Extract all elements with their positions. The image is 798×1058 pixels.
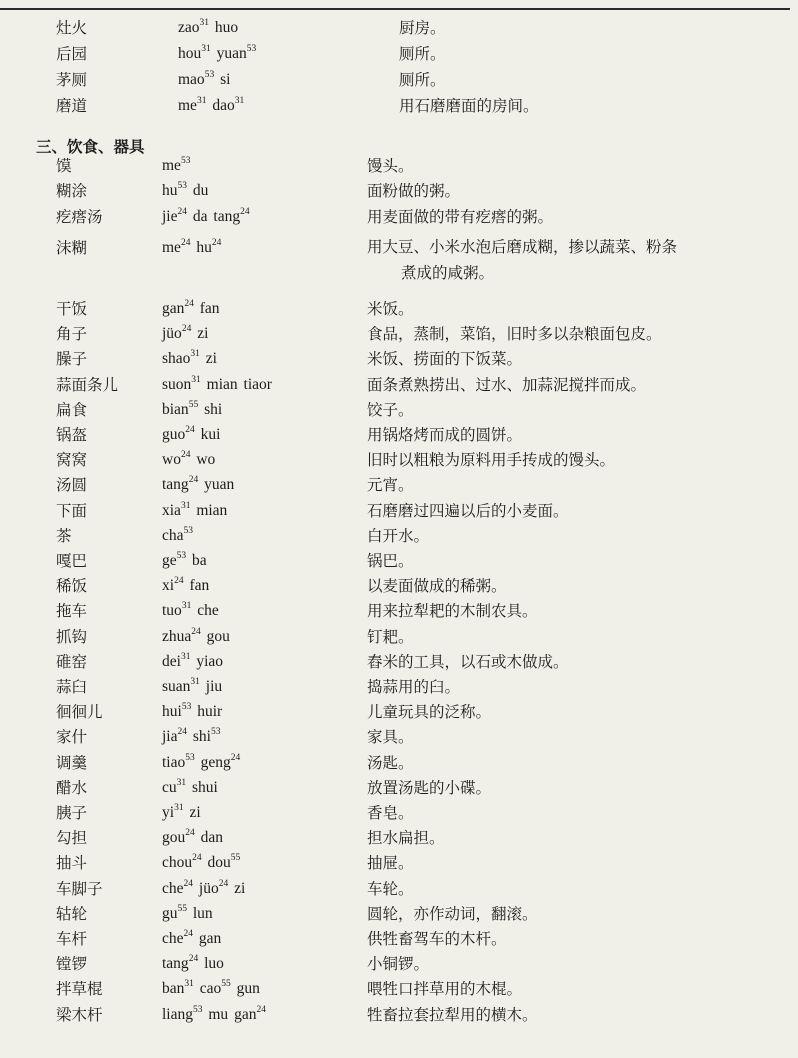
syllable: gou — [206, 627, 230, 645]
definition: 车轮。 — [367, 879, 414, 898]
section-heading: 三、饮食、器具 — [36, 137, 145, 156]
tone-number: 24 — [180, 238, 191, 248]
pronunciation — [162, 349, 217, 369]
syllable: mian — [196, 501, 228, 519]
tone-number: 24 — [230, 752, 241, 763]
definition: 白开水。 — [367, 526, 430, 545]
entry-row — [0, 753, 798, 777]
definition: 供牲畜驾车的木杆。 — [367, 930, 507, 948]
syllable: hou — [178, 45, 202, 62]
syllable: gan — [162, 300, 185, 317]
headword: 抽斗 — [56, 854, 88, 873]
syllable: si — [220, 71, 231, 88]
entry-row — [0, 526, 798, 550]
headword: 下面 — [56, 501, 88, 520]
syllable: gun — [236, 980, 260, 998]
syllable: zi — [205, 350, 217, 368]
tone-number: 24 — [256, 1004, 266, 1015]
definition: 用麦面做的带有疙瘩的粥。 — [367, 208, 554, 226]
definition: 用石磨磨面的房间。 — [399, 97, 539, 115]
syllable: zhua — [162, 627, 192, 645]
syllable: wo — [162, 451, 181, 469]
syllable: xi — [162, 577, 175, 595]
syllable: guo — [162, 426, 186, 443]
pronunciation — [162, 627, 230, 647]
syllable: wo — [196, 451, 216, 469]
definition: 汤匙。 — [367, 753, 414, 772]
pronunciation — [162, 702, 222, 722]
entry-row — [0, 601, 798, 625]
tone-number: 55 — [188, 399, 199, 410]
definition: 香皂。 — [367, 804, 414, 822]
syllable: gan — [198, 930, 222, 947]
definition: 馒头。 — [367, 157, 414, 175]
syllable: xia — [162, 501, 181, 519]
tone-number: 24 — [174, 576, 184, 587]
pronunciation — [162, 601, 219, 621]
headword: 拌草棍 — [56, 980, 103, 999]
syllable: dou — [207, 854, 231, 872]
syllable: jie — [162, 208, 178, 225]
syllable: ban — [162, 980, 185, 998]
pronunciation — [162, 1005, 266, 1025]
syllable: che — [162, 930, 184, 947]
tone-number: 24 — [192, 853, 202, 864]
tone-number: 53 — [193, 1004, 203, 1015]
tone-number: 53 — [183, 525, 194, 536]
headword: 碓窑 — [56, 652, 88, 671]
syllable: huo — [214, 19, 239, 36]
pronunciation — [178, 96, 244, 116]
definition: 食品，蒸制，菜馅，旧时多以杂粮面包皮。 — [367, 325, 662, 344]
definition: 面条煮熟捞出、过水、加蒜泥搅拌而成。 — [367, 375, 647, 394]
entry-row — [0, 44, 798, 68]
definition: 厕所。 — [399, 45, 446, 63]
tone-number: 53 — [204, 70, 215, 80]
syllable: che — [197, 602, 219, 620]
definition: 面粉做的粥。 — [367, 182, 461, 200]
definition: 用来拉犁耙的木制农具。 — [367, 602, 538, 621]
definition: 抽屉。 — [367, 854, 414, 873]
entry-row — [0, 702, 798, 726]
entry-row — [0, 828, 798, 852]
entry-row — [0, 156, 798, 180]
pronunciation — [162, 156, 190, 176]
tone-number: 24 — [218, 878, 229, 889]
syllable: cao — [199, 980, 222, 998]
entry-row — [0, 181, 798, 205]
headword: 徊徊儿 — [56, 703, 103, 722]
definition — [367, 232, 777, 283]
headword: 醋水 — [56, 778, 88, 797]
entry-row — [0, 652, 798, 676]
syllable: jia — [162, 728, 178, 746]
pronunciation — [162, 677, 222, 697]
headword: 稀饭 — [56, 577, 88, 596]
entry-row — [0, 627, 798, 651]
syllable: jiu — [205, 678, 223, 695]
definition: 以麦面做成的稀粥。 — [367, 577, 507, 596]
syllable: zi — [189, 804, 201, 821]
definition: 石磨磨过四遍以后的小麦面。 — [367, 501, 569, 520]
headword: 车脚子 — [56, 879, 103, 898]
syllable: ba — [192, 552, 207, 569]
definition: 厕所。 — [399, 71, 446, 89]
tone-number: 24 — [177, 207, 187, 217]
pronunciation — [162, 652, 223, 672]
entry-row — [0, 576, 798, 600]
headword: 臊子 — [56, 350, 88, 369]
pronunciation — [162, 929, 221, 949]
headword: 后园 — [56, 45, 88, 63]
syllable: jüo — [198, 879, 219, 897]
syllable: tuo — [162, 602, 182, 620]
definition: 小铜锣。 — [367, 955, 430, 974]
pronunciation — [162, 400, 222, 420]
entry-row — [0, 1005, 798, 1029]
pronunciation — [162, 576, 209, 596]
tone-number: 24 — [185, 425, 195, 435]
syllable: che — [162, 879, 184, 897]
pronunciation — [162, 238, 221, 258]
tone-number: 31 — [181, 601, 192, 612]
entry-row — [0, 475, 798, 499]
tone-number: 24 — [177, 727, 187, 738]
definition: 家具。 — [367, 728, 414, 747]
tone-number: 24 — [181, 324, 192, 335]
definition: 饺子。 — [367, 400, 414, 419]
tone-number: 53 — [210, 727, 221, 738]
headword: 轱轮 — [56, 904, 88, 923]
pronunciation — [178, 70, 230, 90]
definition: 放置汤匙的小碟。 — [367, 778, 492, 797]
syllable: geng — [200, 753, 231, 771]
headword: 扁食 — [56, 400, 88, 419]
page-top-rule — [0, 8, 790, 10]
tone-number: 31 — [191, 374, 201, 385]
headword: 灶火 — [56, 19, 88, 37]
syllable: mian — [206, 375, 238, 393]
pronunciation — [162, 501, 227, 521]
definition: 牲畜拉套拉犁用的横木。 — [367, 1005, 538, 1024]
headword: 勾担 — [56, 829, 88, 848]
syllable: tiaor — [243, 375, 272, 393]
syllable: liang — [162, 1005, 193, 1023]
definition: 儿童玩具的泛称。 — [367, 703, 492, 722]
definition: 旧时以粗粮为原料用手抟成的馒头。 — [367, 451, 616, 470]
syllable: hui — [162, 703, 182, 721]
entry-row — [0, 501, 798, 525]
syllable: hu — [196, 239, 212, 256]
pronunciation — [162, 475, 234, 495]
definition: 钉耙。 — [367, 627, 414, 646]
tone-number: 31 — [196, 96, 207, 106]
headword: 干饭 — [56, 300, 88, 318]
syllable: gan — [234, 1005, 257, 1023]
definition-line: 用大豆、小米水泡后磨成糊，掺以蔬菜、粉条 — [367, 238, 678, 256]
syllable: shui — [192, 778, 218, 796]
syllable: shi — [192, 728, 211, 746]
syllable: hu — [162, 182, 178, 199]
entry-row — [0, 400, 798, 424]
syllable: dan — [200, 829, 224, 847]
tone-number: 24 — [191, 626, 201, 637]
tone-number: 31 — [199, 18, 210, 28]
tone-number: 24 — [188, 954, 199, 965]
tone-number: 55 — [177, 903, 187, 914]
headword: 茶 — [56, 526, 72, 545]
tone-number: 31 — [180, 500, 191, 511]
syllable: lun — [192, 904, 213, 922]
tone-number: 53 — [180, 156, 191, 166]
definition: 厨房。 — [399, 19, 446, 37]
entry-row — [0, 96, 798, 120]
headword: 磨道 — [56, 97, 88, 115]
entry-row — [0, 853, 798, 877]
syllable: yuan — [216, 45, 247, 62]
pronunciation — [162, 207, 250, 227]
tone-number: 24 — [180, 450, 191, 461]
headword: 镗锣 — [56, 955, 88, 974]
pronunciation — [162, 904, 213, 924]
tone-number: 31 — [201, 44, 211, 54]
pronunciation — [162, 778, 218, 798]
syllable: luo — [204, 955, 224, 973]
tone-number: 31 — [180, 651, 191, 662]
syllable: dao — [212, 97, 235, 114]
tone-number: 31 — [174, 803, 184, 813]
entry-row — [0, 929, 798, 953]
definition: 担水扁担。 — [367, 829, 445, 848]
syllable: shao — [162, 350, 191, 368]
entry-row — [0, 803, 798, 827]
syllable: huir — [197, 703, 223, 721]
headword: 蒜面条儿 — [56, 375, 119, 394]
definition: 捣蒜用的臼。 — [367, 678, 461, 696]
syllable: da — [192, 208, 208, 225]
headword: 角子 — [56, 325, 88, 344]
pronunciation — [162, 551, 207, 571]
headword: 疙瘩汤 — [56, 208, 103, 226]
entry-row — [0, 677, 798, 701]
syllable: yuan — [204, 476, 235, 494]
syllable: zi — [197, 325, 209, 343]
tone-number: 53 — [176, 551, 187, 561]
syllable: fan — [199, 300, 220, 317]
syllable: tiao — [162, 753, 186, 771]
syllable: cha — [162, 526, 184, 544]
syllable: suan — [162, 678, 191, 695]
tone-number: 53 — [246, 44, 257, 54]
definition: 圆轮，亦作动词，翻滚。 — [367, 904, 538, 923]
headword: 调羹 — [56, 753, 88, 772]
definition: 元宵。 — [367, 476, 414, 495]
headword: 拖车 — [56, 602, 88, 621]
tone-number: 53 — [177, 181, 187, 191]
entry-row — [0, 450, 798, 474]
pronunciation — [162, 803, 201, 823]
syllable: yiao — [196, 652, 223, 670]
syllable: bian — [162, 400, 189, 418]
entry-row — [0, 954, 798, 978]
syllable: me — [178, 97, 197, 114]
syllable: me — [162, 239, 181, 256]
entry-row — [0, 879, 798, 903]
definition-continuation: 煮成的咸粥。 — [401, 264, 495, 282]
syllable: fan — [189, 577, 210, 595]
pronunciation — [162, 526, 193, 546]
syllable: tang — [213, 208, 241, 225]
syllable: shi — [204, 400, 223, 418]
definition: 米饭、捞面的下饭菜。 — [367, 350, 523, 369]
syllable: yi — [162, 804, 175, 821]
tone-number: 31 — [190, 677, 200, 687]
pronunciation — [162, 324, 208, 344]
headword: 沫糊 — [56, 239, 88, 257]
syllable: tang — [162, 955, 189, 973]
definition: 舂米的工具，以石或木做成。 — [367, 652, 569, 671]
pronunciation — [178, 18, 238, 38]
syllable: du — [192, 182, 209, 199]
headword: 窝窝 — [56, 451, 88, 470]
syllable: suon — [162, 375, 192, 393]
tone-number: 31 — [234, 96, 245, 106]
pronunciation — [162, 181, 208, 201]
headword: 糊涂 — [56, 182, 88, 200]
headword: 茅厕 — [56, 71, 88, 89]
headword: 嘎巴 — [56, 552, 88, 570]
tone-number: 31 — [176, 777, 187, 788]
pronunciation — [162, 450, 215, 470]
headword: 胰子 — [56, 804, 88, 822]
entry-row — [0, 299, 798, 323]
entry-row — [0, 349, 798, 373]
entry-row — [0, 207, 798, 231]
headword: 车杆 — [56, 930, 88, 948]
pronunciation — [162, 425, 220, 445]
entry-row — [0, 979, 798, 1003]
tone-number: 53 — [181, 702, 192, 713]
syllable: chou — [162, 854, 193, 872]
pronunciation — [162, 879, 245, 899]
headword: 馍 — [56, 157, 72, 175]
tone-number: 55 — [221, 979, 231, 990]
pronunciation — [162, 727, 220, 747]
syllable: zi — [234, 879, 246, 897]
pronunciation — [162, 375, 272, 395]
entry-row — [0, 70, 798, 94]
tone-number: 24 — [185, 828, 195, 839]
headword: 汤圆 — [56, 476, 88, 495]
entry-row — [0, 324, 798, 348]
syllable: tang — [162, 476, 189, 494]
pronunciation — [162, 753, 240, 773]
entry-row — [0, 375, 798, 399]
syllable: mu — [208, 1005, 229, 1023]
entry-row — [0, 18, 798, 42]
pronunciation — [162, 299, 220, 319]
entry-row — [0, 425, 798, 449]
entry-row — [0, 727, 798, 751]
definition: 锅巴。 — [367, 552, 414, 570]
definition: 米饭。 — [367, 300, 414, 318]
tone-number: 53 — [185, 752, 195, 763]
syllable: jüo — [162, 325, 182, 343]
syllable: mao — [178, 71, 205, 88]
tone-number: 24 — [183, 878, 194, 889]
definition: 喂牲口拌草用的木棍。 — [367, 980, 523, 999]
tone-number: 31 — [190, 349, 200, 360]
entry-row — [0, 904, 798, 928]
headword: 蒜臼 — [56, 678, 88, 696]
tone-number: 24 — [211, 238, 222, 248]
headword: 家什 — [56, 728, 88, 747]
syllable: cu — [162, 778, 177, 796]
syllable: gou — [162, 829, 186, 847]
syllable: gu — [162, 904, 178, 922]
headword: 梁木杆 — [56, 1005, 103, 1024]
pronunciation — [162, 853, 240, 873]
tone-number: 24 — [183, 929, 194, 939]
syllable: me — [162, 157, 181, 174]
entry-row — [0, 551, 798, 575]
pronunciation — [162, 828, 223, 848]
syllable: dei — [162, 652, 181, 670]
headword: 锅盔 — [56, 426, 88, 444]
tone-number: 55 — [230, 853, 241, 864]
pronunciation — [178, 44, 256, 64]
entry-row — [0, 778, 798, 802]
pronunciation — [162, 979, 260, 999]
pronunciation — [162, 954, 224, 974]
syllable: zao — [178, 19, 200, 36]
tone-number: 24 — [184, 299, 194, 309]
tone-number: 24 — [188, 475, 199, 486]
headword: 抓钩 — [56, 627, 88, 646]
definition: 用锅烙烤而成的圆饼。 — [367, 426, 523, 444]
entry-row — [0, 238, 798, 282]
tone-number: 24 — [240, 207, 250, 217]
syllable: kui — [200, 426, 221, 443]
tone-number: 31 — [184, 979, 194, 990]
syllable: ge — [162, 552, 177, 569]
